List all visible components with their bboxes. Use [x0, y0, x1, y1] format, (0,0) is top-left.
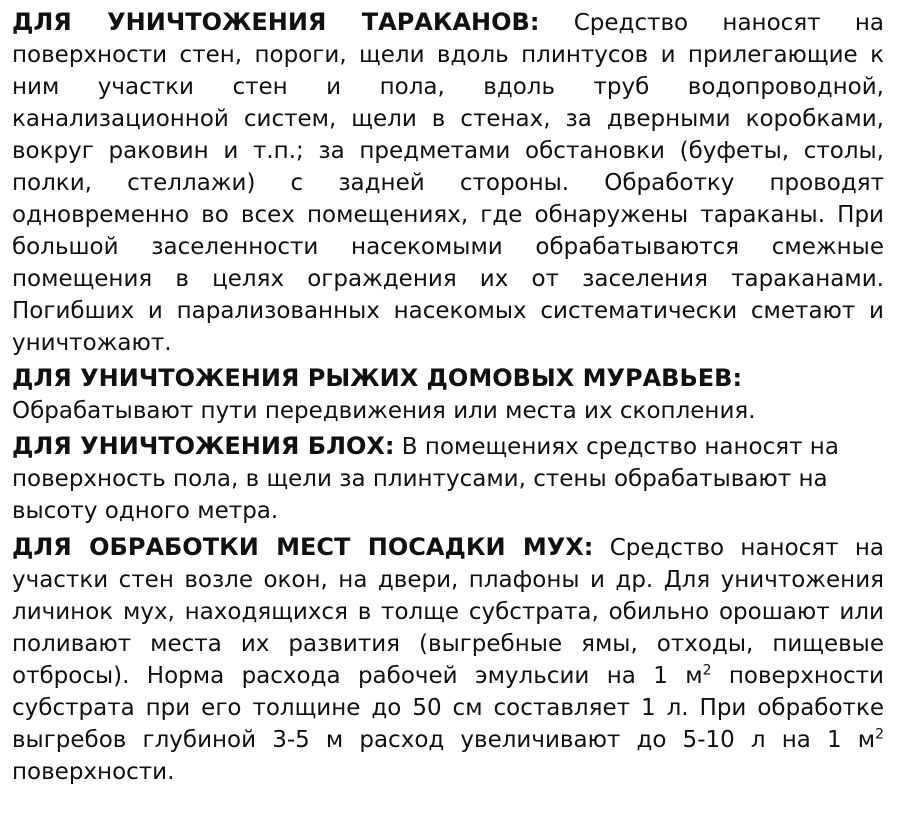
- section-cockroaches: [12, 6, 884, 359]
- section-flies: [12, 531, 884, 788]
- section-text-part: Средство наносят на участки стен возле окон, на двери, плафоны и др. Для уничтожения личинок мух, находящихся в толще субстрата, обильно орошают или поливают места их развития (выгребные ямы, отходы, пищевые отбросы). Норма расхода рабочей эмульсии на 1 м: [12, 535, 884, 689]
- section-heading: ДЛЯ ОБРАБОТКИ МЕСТ ПОСАДКИ МУХ:: [12, 533, 594, 561]
- section-text: Средство наносят на поверхности стен, пороги, щели вдоль плинтусов и прилегающие к ним участки стен и пола, вдоль труб водопроводной, канализационной систем, щели в стенах, за дверными коробками, вокруг раковин и т.п.; за предметами обстановки (буфеты, столы, полки, стеллажи) с задней стороны. Обработку проводят одновременно во всех помещениях, где обнаружены тараканы. При большой заселенности насекомыми обрабатываются смежные помещения в целях ограждения их от заселения тараканами. Погибших и парализованных насекомых систематически сметают и уничтожают.: [12, 10, 884, 356]
- section-text: Обрабатывают пути передвижения или места их скопления.: [12, 398, 756, 424]
- section-heading: ДЛЯ УНИЧТОЖЕНИЯ РЫЖИХ ДОМОВЫХ МУРАВЬЕВ:: [12, 364, 743, 392]
- section-text: В помещениях средство наносят на поверхность пола, в щели за плинтусами, стены обрабатывают на высоту одного метра.: [12, 434, 839, 524]
- section-heading: ДЛЯ УНИЧТОЖЕНИЯ ТАРАКАНОВ:: [12, 8, 540, 36]
- section-red-ants: [12, 362, 884, 427]
- superscript: 2: [702, 662, 712, 679]
- section-fleas: [12, 430, 884, 527]
- section-heading: ДЛЯ УНИЧТОЖЕНИЯ БЛОХ:: [12, 432, 395, 460]
- section-text-part: поверхности.: [12, 759, 175, 785]
- section-text-part: поверхности субстрата при его толщине до 50 см составляет 1 л. При обработке выгребов глубиной 3-5 м расход увеличивают до 5-10 л на 1 м: [12, 663, 884, 753]
- instruction-document: [12, 6, 884, 788]
- superscript: 2: [875, 726, 884, 743]
